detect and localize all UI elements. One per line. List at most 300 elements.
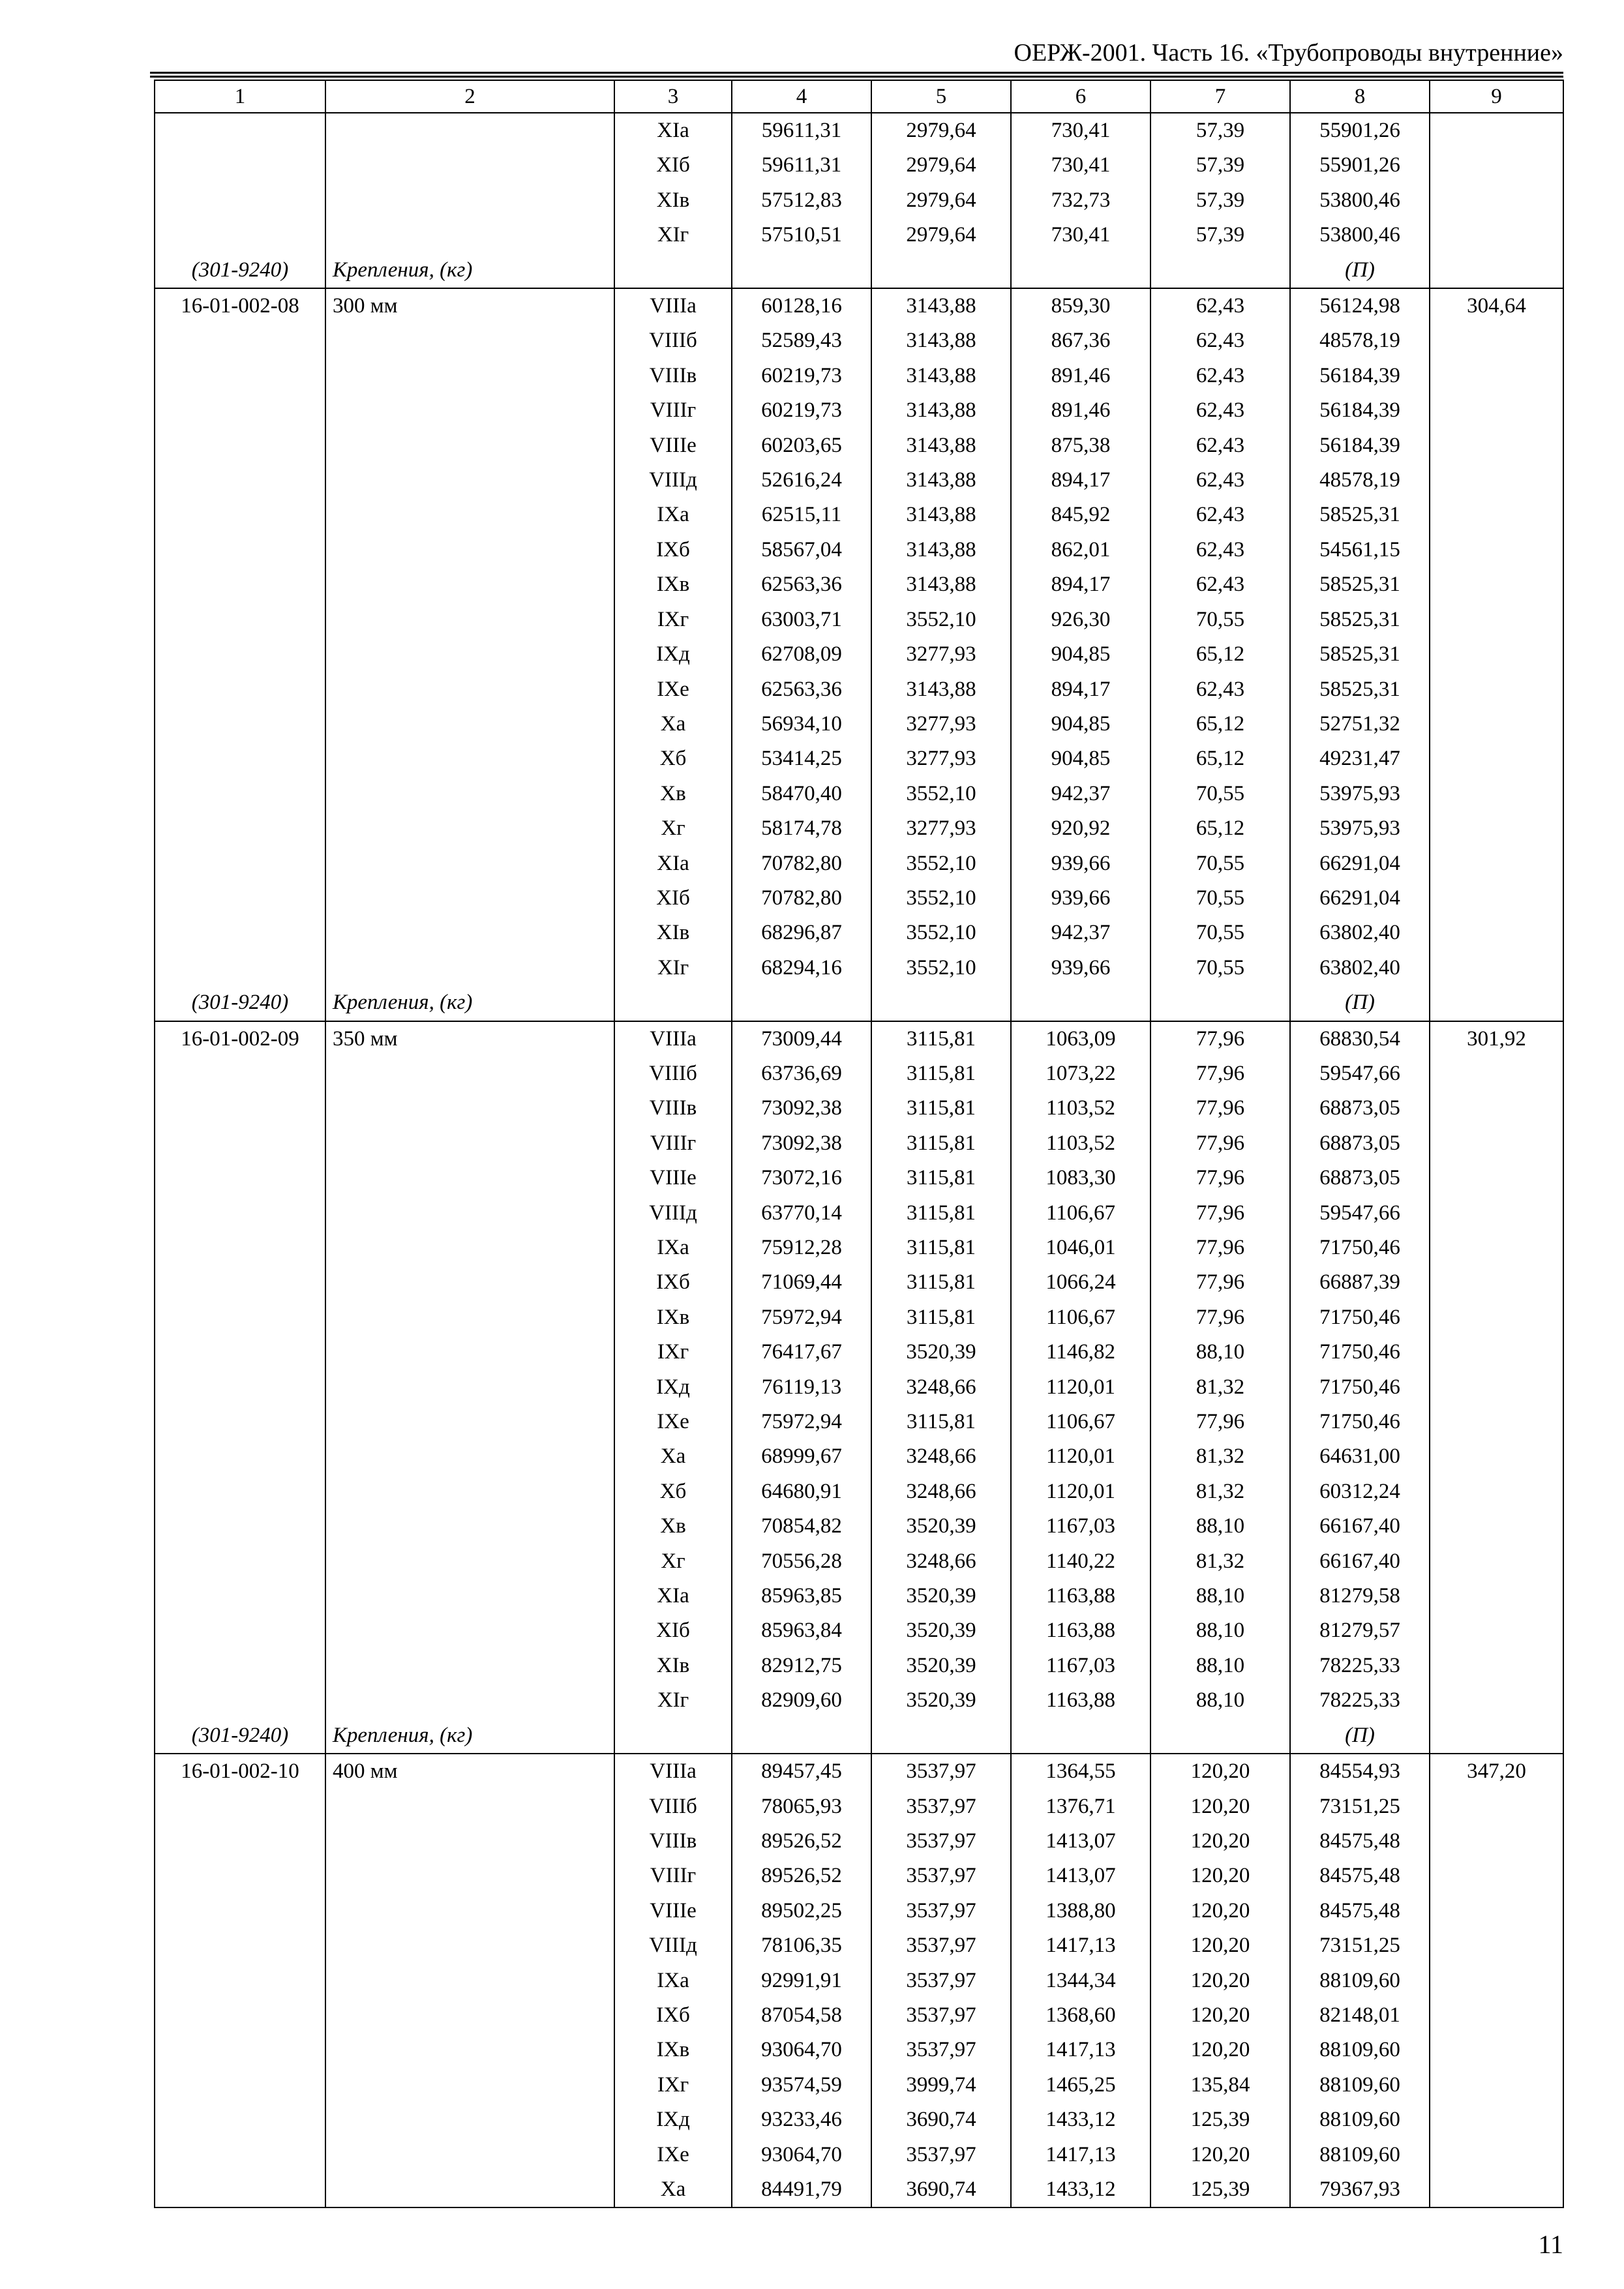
- machines-cell: 1413,07: [1011, 1824, 1150, 1859]
- empty-cell: [155, 672, 325, 707]
- zone-cell: IXг: [614, 603, 732, 637]
- table-row: [155, 1683, 1563, 1718]
- machines-cell: 891,46: [1011, 393, 1150, 428]
- empty-cell: [1430, 1370, 1563, 1405]
- table-row: [155, 881, 1563, 916]
- total-cost-cell: 70782,80: [732, 881, 871, 916]
- empty-cell: [1430, 2138, 1563, 2172]
- materials-cell: 63802,40: [1290, 951, 1430, 985]
- empty-cell: [325, 1998, 614, 2033]
- total-cost-cell: 62708,09: [732, 637, 871, 672]
- zone-cell: VIIIв: [614, 1091, 732, 1126]
- wages-cell: 3115,81: [871, 1126, 1011, 1161]
- zone-cell: VIIIб: [614, 323, 732, 358]
- materials-cell: 66291,04: [1290, 881, 1430, 916]
- rate-name: 400 мм: [325, 1754, 614, 1789]
- materials-cell: 53800,46: [1290, 218, 1430, 252]
- wages-cell: 3537,97: [871, 1859, 1011, 1893]
- zone-cell: IXб: [614, 1265, 732, 1300]
- total-cost-cell: 78106,35: [732, 1928, 871, 1963]
- machinist-wages-cell: 62,43: [1150, 533, 1290, 567]
- resource-type-cell: (П): [1290, 1718, 1430, 1754]
- total-cost-cell: 87054,58: [732, 1998, 871, 2033]
- table-row: [155, 1964, 1563, 1998]
- machinist-wages-cell: 120,20: [1150, 1894, 1290, 1928]
- total-cost-cell: 60219,73: [732, 359, 871, 393]
- zone-cell: IXг: [614, 1335, 732, 1369]
- total-cost-cell: 92991,91: [732, 1964, 871, 1998]
- total-cost-cell: 63770,14: [732, 1196, 871, 1231]
- zone-cell: XIг: [614, 951, 732, 985]
- empty-cell: [1430, 1859, 1563, 1893]
- empty-cell: [1430, 1231, 1563, 1265]
- table-row: [155, 1021, 1563, 1056]
- machines-cell: 1163,88: [1011, 1579, 1150, 1613]
- total-cost-cell: 75912,28: [732, 1231, 871, 1265]
- machines-cell: 867,36: [1011, 323, 1150, 358]
- empty-cell: [155, 1998, 325, 2033]
- zone-cell: XIб: [614, 881, 732, 916]
- empty-cell: [1430, 1579, 1563, 1613]
- empty-cell: [1430, 218, 1563, 252]
- materials-cell: 66167,40: [1290, 1544, 1430, 1579]
- machines-cell: 894,17: [1011, 463, 1150, 498]
- zone-cell: IXа: [614, 1231, 732, 1265]
- materials-cell: 56124,98: [1290, 288, 1430, 323]
- column-number: 7: [1150, 80, 1290, 113]
- total-cost-cell: 75972,94: [732, 1405, 871, 1439]
- table-row: [155, 1613, 1563, 1648]
- machines-cell: 1120,01: [1011, 1439, 1150, 1474]
- empty-cell: [325, 1196, 614, 1231]
- labor-cell: [1430, 113, 1563, 148]
- materials-cell: 59547,66: [1290, 1196, 1430, 1231]
- empty-cell: [155, 1964, 325, 1998]
- resource-code: (301-9240): [155, 1718, 325, 1754]
- empty-cell: [1430, 1789, 1563, 1824]
- table-row: [155, 1405, 1563, 1439]
- wages-cell: 3115,81: [871, 1021, 1011, 1056]
- materials-cell: 58525,31: [1290, 637, 1430, 672]
- zone-cell: XIа: [614, 113, 732, 148]
- machinist-wages-cell: 77,96: [1150, 1056, 1290, 1091]
- materials-cell: 59547,66: [1290, 1056, 1430, 1091]
- total-cost-cell: 52589,43: [732, 323, 871, 358]
- total-cost-cell: 70782,80: [732, 846, 871, 881]
- machines-cell: 1103,52: [1011, 1091, 1150, 1126]
- table-row: [155, 1161, 1563, 1195]
- empty-cell: [155, 1613, 325, 1648]
- empty-cell: [155, 1509, 325, 1544]
- machines-cell: 942,37: [1011, 916, 1150, 950]
- empty-cell: [155, 1056, 325, 1091]
- zone-cell: IXв: [614, 567, 732, 602]
- empty-cell: [325, 707, 614, 741]
- total-cost-cell: 76119,13: [732, 1370, 871, 1405]
- table-row: [155, 916, 1563, 950]
- empty-cell: [325, 1335, 614, 1369]
- empty-cell: [325, 777, 614, 811]
- machines-cell: 730,41: [1011, 113, 1150, 148]
- machines-cell: 904,85: [1011, 741, 1150, 776]
- empty-cell: [1430, 1265, 1563, 1300]
- page-number: 11: [1538, 2230, 1563, 2259]
- machines-cell: 1063,09: [1011, 1021, 1150, 1056]
- table-row: [155, 1509, 1563, 1544]
- empty-cell: [1430, 253, 1563, 288]
- table-row: [155, 1231, 1563, 1265]
- materials-cell: 55901,26: [1290, 148, 1430, 183]
- empty-cell: [155, 567, 325, 602]
- empty-cell: [155, 811, 325, 846]
- materials-cell: 56184,39: [1290, 359, 1430, 393]
- table-row: [155, 2102, 1563, 2137]
- materials-cell: 66887,39: [1290, 1265, 1430, 1300]
- materials-cell: 58525,31: [1290, 498, 1430, 532]
- empty-cell: [1430, 1439, 1563, 1474]
- empty-cell: [155, 1824, 325, 1859]
- wages-cell: 3277,93: [871, 741, 1011, 776]
- empty-cell: [155, 498, 325, 532]
- total-cost-cell: 93064,70: [732, 2138, 871, 2172]
- empty-cell: [325, 1405, 614, 1439]
- materials-cell: 60312,24: [1290, 1474, 1430, 1509]
- empty-cell: [155, 1474, 325, 1509]
- table-row: [155, 846, 1563, 881]
- table-row: [155, 1928, 1563, 1963]
- materials-cell: 66167,40: [1290, 1509, 1430, 1544]
- empty-cell: [325, 1579, 614, 1613]
- empty-cell: [1011, 253, 1150, 288]
- wages-cell: 3552,10: [871, 881, 1011, 916]
- wages-cell: 3143,88: [871, 288, 1011, 323]
- empty-cell: [325, 2138, 614, 2172]
- zone-cell: VIIIе: [614, 1161, 732, 1195]
- empty-cell: [1430, 985, 1563, 1021]
- empty-cell: [155, 323, 325, 358]
- resource-type-cell: (П): [1290, 985, 1430, 1021]
- zone-cell: IXб: [614, 1998, 732, 2033]
- total-cost-cell: 93574,59: [732, 2068, 871, 2102]
- materials-cell: 49231,47: [1290, 741, 1430, 776]
- wages-cell: 3143,88: [871, 428, 1011, 463]
- materials-cell: 53975,93: [1290, 811, 1430, 846]
- machinist-wages-cell: 70,55: [1150, 603, 1290, 637]
- empty-cell: [1430, 2102, 1563, 2137]
- table-row: [155, 1474, 1563, 1509]
- materials-cell: 55901,26: [1290, 113, 1430, 148]
- empty-cell: [155, 393, 325, 428]
- machines-cell: 1388,80: [1011, 1894, 1150, 1928]
- labor-cell: 304,64: [1430, 288, 1563, 323]
- wages-cell: 3520,39: [871, 1335, 1011, 1369]
- materials-cell: 71750,46: [1290, 1370, 1430, 1405]
- zone-cell: VIIIа: [614, 1754, 732, 1789]
- materials-cell: 71750,46: [1290, 1335, 1430, 1369]
- zone-cell: IXб: [614, 533, 732, 567]
- total-cost-cell: 73092,38: [732, 1126, 871, 1161]
- table-row: [155, 1370, 1563, 1405]
- wages-cell: 3552,10: [871, 951, 1011, 985]
- empty-cell: [155, 1928, 325, 1963]
- machines-cell: 926,30: [1011, 603, 1150, 637]
- table-row: [155, 428, 1563, 463]
- machines-cell: 939,66: [1011, 951, 1150, 985]
- empty-cell: [1011, 985, 1150, 1021]
- table-row: [155, 1754, 1563, 1789]
- zone-cell: VIIIа: [614, 1021, 732, 1056]
- machines-cell: 1120,01: [1011, 1370, 1150, 1405]
- zone-cell: IXв: [614, 1300, 732, 1335]
- empty-cell: [1430, 1649, 1563, 1683]
- machinist-wages-cell: 125,39: [1150, 2172, 1290, 2207]
- machines-cell: 1103,52: [1011, 1126, 1150, 1161]
- machines-cell: 1417,13: [1011, 2033, 1150, 2067]
- table-row: [155, 1894, 1563, 1928]
- zone-cell: VIIIб: [614, 1789, 732, 1824]
- rate-code: [155, 113, 325, 148]
- machinist-wages-cell: 70,55: [1150, 951, 1290, 985]
- empty-cell: [325, 498, 614, 532]
- resource-name: Крепления, (кг): [325, 253, 614, 288]
- table-row: [155, 463, 1563, 498]
- wages-cell: 3520,39: [871, 1683, 1011, 1718]
- total-cost-cell: 89526,52: [732, 1859, 871, 1893]
- materials-cell: 78225,33: [1290, 1649, 1430, 1683]
- zone-cell: IXд: [614, 637, 732, 672]
- empty-cell: [155, 183, 325, 218]
- machines-cell: 1066,24: [1011, 1265, 1150, 1300]
- empty-cell: [1430, 183, 1563, 218]
- machinist-wages-cell: 77,96: [1150, 1091, 1290, 1126]
- empty-cell: [325, 1789, 614, 1824]
- total-cost-cell: 93233,46: [732, 2102, 871, 2137]
- empty-cell: [1150, 985, 1290, 1021]
- wages-cell: 3520,39: [871, 1509, 1011, 1544]
- wages-cell: 2979,64: [871, 183, 1011, 218]
- column-number: 5: [871, 80, 1011, 113]
- empty-cell: [325, 393, 614, 428]
- empty-cell: [155, 846, 325, 881]
- machines-cell: 1046,01: [1011, 1231, 1150, 1265]
- resource-row: [155, 1718, 1563, 1754]
- zone-cell: XIа: [614, 1579, 732, 1613]
- empty-cell: [155, 2102, 325, 2137]
- machinist-wages-cell: 62,43: [1150, 428, 1290, 463]
- empty-cell: [325, 951, 614, 985]
- empty-cell: [325, 1231, 614, 1265]
- table-row: [155, 393, 1563, 428]
- total-cost-cell: 73072,16: [732, 1161, 871, 1195]
- total-cost-cell: 82909,60: [732, 1683, 871, 1718]
- total-cost-cell: 82912,75: [732, 1649, 871, 1683]
- wages-cell: 3277,93: [871, 811, 1011, 846]
- resource-type-cell: (П): [1290, 253, 1430, 288]
- empty-cell: [1430, 323, 1563, 358]
- zone-cell: IXа: [614, 498, 732, 532]
- zone-cell: Xа: [614, 2172, 732, 2207]
- total-cost-cell: 89526,52: [732, 1824, 871, 1859]
- machinist-wages-cell: 62,43: [1150, 463, 1290, 498]
- total-cost-cell: 53414,25: [732, 741, 871, 776]
- wages-cell: 3115,81: [871, 1405, 1011, 1439]
- materials-cell: 84575,48: [1290, 1894, 1430, 1928]
- column-number: 6: [1011, 80, 1150, 113]
- zone-cell: VIIIа: [614, 288, 732, 323]
- empty-cell: [155, 2068, 325, 2102]
- zone-cell: Xа: [614, 707, 732, 741]
- empty-cell: [1430, 2033, 1563, 2067]
- column-number: 8: [1290, 80, 1430, 113]
- total-cost-cell: 89502,25: [732, 1894, 871, 1928]
- materials-cell: 58525,31: [1290, 672, 1430, 707]
- materials-cell: 71750,46: [1290, 1405, 1430, 1439]
- empty-cell: [325, 1370, 614, 1405]
- empty-cell: [1430, 637, 1563, 672]
- machinist-wages-cell: 77,96: [1150, 1265, 1290, 1300]
- machinist-wages-cell: 70,55: [1150, 846, 1290, 881]
- table-row: [155, 148, 1563, 183]
- machines-cell: 1465,25: [1011, 2068, 1150, 2102]
- machinist-wages-cell: 120,20: [1150, 2138, 1290, 2172]
- total-cost-cell: 84491,79: [732, 2172, 871, 2207]
- empty-cell: [1430, 811, 1563, 846]
- zone-cell: VIIIг: [614, 1126, 732, 1161]
- empty-cell: [325, 1544, 614, 1579]
- total-cost-cell: 58470,40: [732, 777, 871, 811]
- machinist-wages-cell: 70,55: [1150, 881, 1290, 916]
- zone-cell: Xг: [614, 811, 732, 846]
- empty-cell: [155, 148, 325, 183]
- empty-cell: [1430, 1964, 1563, 1998]
- materials-cell: 73151,25: [1290, 1928, 1430, 1963]
- zone-cell: XIа: [614, 846, 732, 881]
- machines-cell: 904,85: [1011, 637, 1150, 672]
- wages-cell: 3143,88: [871, 498, 1011, 532]
- machines-cell: 1106,67: [1011, 1300, 1150, 1335]
- table-row: [155, 1300, 1563, 1335]
- wages-cell: 3552,10: [871, 846, 1011, 881]
- rate-name: [325, 113, 614, 148]
- empty-cell: [325, 1161, 614, 1195]
- total-cost-cell: 73092,38: [732, 1091, 871, 1126]
- materials-cell: 68873,05: [1290, 1126, 1430, 1161]
- empty-cell: [155, 777, 325, 811]
- empty-cell: [155, 2033, 325, 2067]
- machinist-wages-cell: 57,39: [1150, 148, 1290, 183]
- empty-cell: [325, 2102, 614, 2137]
- materials-cell: 81279,57: [1290, 1613, 1430, 1648]
- materials-cell: 66291,04: [1290, 846, 1430, 881]
- empty-cell: [155, 1579, 325, 1613]
- empty-cell: [1430, 672, 1563, 707]
- wages-cell: 3115,81: [871, 1231, 1011, 1265]
- table-row: [155, 741, 1563, 776]
- materials-cell: 84575,48: [1290, 1859, 1430, 1893]
- rate-code: 16-01-002-08: [155, 288, 325, 323]
- materials-cell: 48578,19: [1290, 463, 1430, 498]
- column-number: 3: [614, 80, 732, 113]
- empty-cell: [325, 148, 614, 183]
- wages-cell: 3143,88: [871, 393, 1011, 428]
- empty-cell: [325, 1300, 614, 1335]
- empty-cell: [325, 1683, 614, 1718]
- total-cost-cell: 68999,67: [732, 1439, 871, 1474]
- zone-cell: XIг: [614, 1683, 732, 1718]
- zone-cell: IXд: [614, 2102, 732, 2137]
- total-cost-cell: 56934,10: [732, 707, 871, 741]
- materials-cell: 88109,60: [1290, 2033, 1430, 2067]
- empty-cell: [325, 1509, 614, 1544]
- machinist-wages-cell: 81,32: [1150, 1474, 1290, 1509]
- machinist-wages-cell: 65,12: [1150, 707, 1290, 741]
- zone-cell: VIIIг: [614, 1859, 732, 1893]
- table-row: [155, 1265, 1563, 1300]
- machines-cell: 1433,12: [1011, 2172, 1150, 2207]
- empty-cell: [325, 846, 614, 881]
- table-body: [155, 80, 1563, 2207]
- machinist-wages-cell: 65,12: [1150, 811, 1290, 846]
- empty-cell: [1430, 777, 1563, 811]
- total-cost-cell: 60219,73: [732, 393, 871, 428]
- table-row: [155, 1649, 1563, 1683]
- table-row: [155, 603, 1563, 637]
- machinist-wages-cell: 65,12: [1150, 741, 1290, 776]
- table-row: [155, 323, 1563, 358]
- empty-cell: [155, 218, 325, 252]
- table-row: [155, 2172, 1563, 2207]
- empty-cell: [155, 951, 325, 985]
- zone-cell: XIв: [614, 1649, 732, 1683]
- column-number: 1: [155, 80, 325, 113]
- empty-cell: [1430, 359, 1563, 393]
- empty-cell: [1430, 498, 1563, 532]
- empty-cell: [614, 253, 732, 288]
- empty-cell: [155, 1859, 325, 1893]
- empty-cell: [325, 2172, 614, 2207]
- zone-cell: VIIIг: [614, 393, 732, 428]
- machines-cell: 1106,67: [1011, 1196, 1150, 1231]
- machines-cell: 939,66: [1011, 846, 1150, 881]
- zone-cell: VIIIе: [614, 428, 732, 463]
- machinist-wages-cell: 125,39: [1150, 2102, 1290, 2137]
- machinist-wages-cell: 70,55: [1150, 777, 1290, 811]
- empty-cell: [1430, 1056, 1563, 1091]
- machinist-wages-cell: 57,39: [1150, 183, 1290, 218]
- machinist-wages-cell: 88,10: [1150, 1335, 1290, 1369]
- empty-cell: [1430, 1474, 1563, 1509]
- empty-cell: [732, 253, 871, 288]
- total-cost-cell: 60203,65: [732, 428, 871, 463]
- table-row: [155, 2138, 1563, 2172]
- machinist-wages-cell: 88,10: [1150, 1649, 1290, 1683]
- empty-cell: [325, 2033, 614, 2067]
- wages-cell: 3277,93: [871, 707, 1011, 741]
- materials-cell: 73151,25: [1290, 1789, 1430, 1824]
- materials-cell: 81279,58: [1290, 1579, 1430, 1613]
- materials-cell: 79367,93: [1290, 2172, 1430, 2207]
- total-cost-cell: 75972,94: [732, 1300, 871, 1335]
- zone-cell: IXе: [614, 1405, 732, 1439]
- machinist-wages-cell: 120,20: [1150, 1824, 1290, 1859]
- wages-cell: 3143,88: [871, 359, 1011, 393]
- empty-cell: [1430, 1894, 1563, 1928]
- materials-cell: 88109,60: [1290, 1964, 1430, 1998]
- materials-cell: 63802,40: [1290, 916, 1430, 950]
- machines-cell: 920,92: [1011, 811, 1150, 846]
- materials-cell: 48578,19: [1290, 323, 1430, 358]
- column-number: 9: [1430, 80, 1563, 113]
